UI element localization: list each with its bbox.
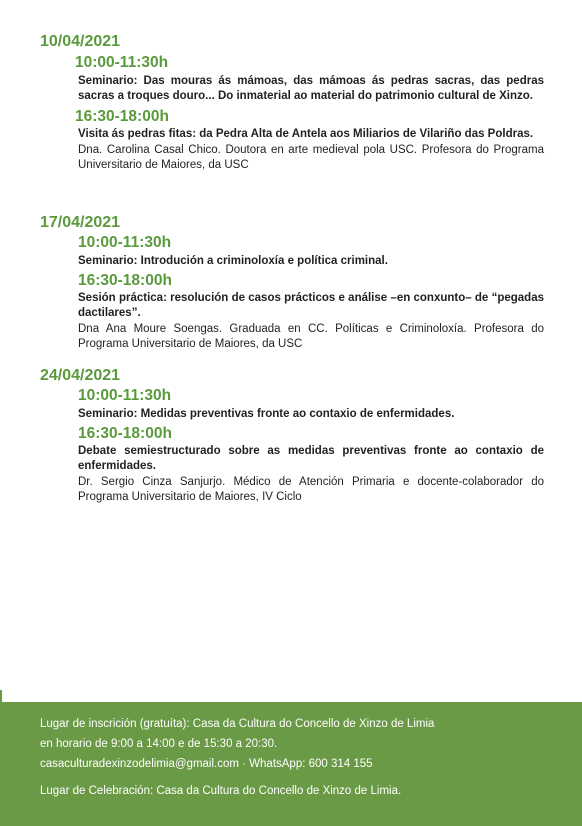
session-time: 16:30-18:00h [75, 108, 169, 125]
day-block-2 [40, 213, 544, 351]
session-title: Seminario: Das mouras ás mámoas, das mámoas ás pedras sacras, das pedras sacras a troques douro... Do inmaterial ao material do patrimonio cultural de Xinzo. [78, 75, 544, 102]
day-block-3 [40, 366, 544, 504]
venue-place: Lugar de Celebración: Casa da Cultura do Concello de Xinzo de Limia. [40, 785, 402, 797]
session-time: 10:00-11:30h [78, 234, 172, 251]
edge-mark [0, 690, 2, 702]
contact-info: casaculturadexinzodelimia@gmail.com · WhatsApp: 600 314 155 [40, 758, 373, 770]
speaker-info: Dna. Carolina Casal Chico. Doutora en arte medieval pola USC. Profesora do Programa Universitario de Maiores, da USC [78, 144, 544, 171]
session-time: 10:00-11:30h [78, 387, 172, 404]
session-title: Debate semiestructurado sobre as medidas preventivas fronte ao contaxio de enfermidades. [78, 445, 544, 472]
speaker-info: Dr. Sergio Cinza Sanjurjo. Médico de Atención Primaria e docente-colaborador do Programa Universitario de Maiores, IV Ciclo [78, 476, 544, 503]
date-heading: 24/04/2021 [40, 367, 121, 384]
session-title: Visita ás pedras fitas: da Pedra Alta de Antela aos Miliarios de Vilariño das Poldras. [78, 128, 534, 140]
footer-band [0, 702, 582, 826]
session-time: 10:00-11:30h [75, 54, 169, 71]
session-title: Seminario: Introdución a criminoloxía e política criminal. [78, 255, 388, 267]
date-heading: 10/04/2021 [40, 33, 121, 50]
session-time: 16:30-18:00h [78, 272, 172, 289]
day-block-1 [40, 32, 544, 172]
date-heading: 17/04/2021 [40, 214, 121, 231]
opening-hours: en horario de 9:00 a 14:00 e de 15:30 a 20:30. [40, 738, 278, 750]
registration-place: Lugar de inscrición (gratuíta): Casa da Cultura do Concello de Xinzo de Limia [40, 718, 435, 730]
session-title: Seminario: Medidas preventivas fronte ao contaxio de enfermidades. [78, 408, 455, 420]
session-time: 16:30-18:00h [78, 425, 172, 442]
session-title: Sesión práctica: resolución de casos prácticos e análise –en conxunto– de “pegadas dactilares”. [78, 292, 544, 319]
speaker-info: Dna Ana Moure Soengas. Graduada en CC. Políticas e Criminoloxía. Profesora do Programa Universitario de Maiores, da USC [78, 323, 544, 350]
